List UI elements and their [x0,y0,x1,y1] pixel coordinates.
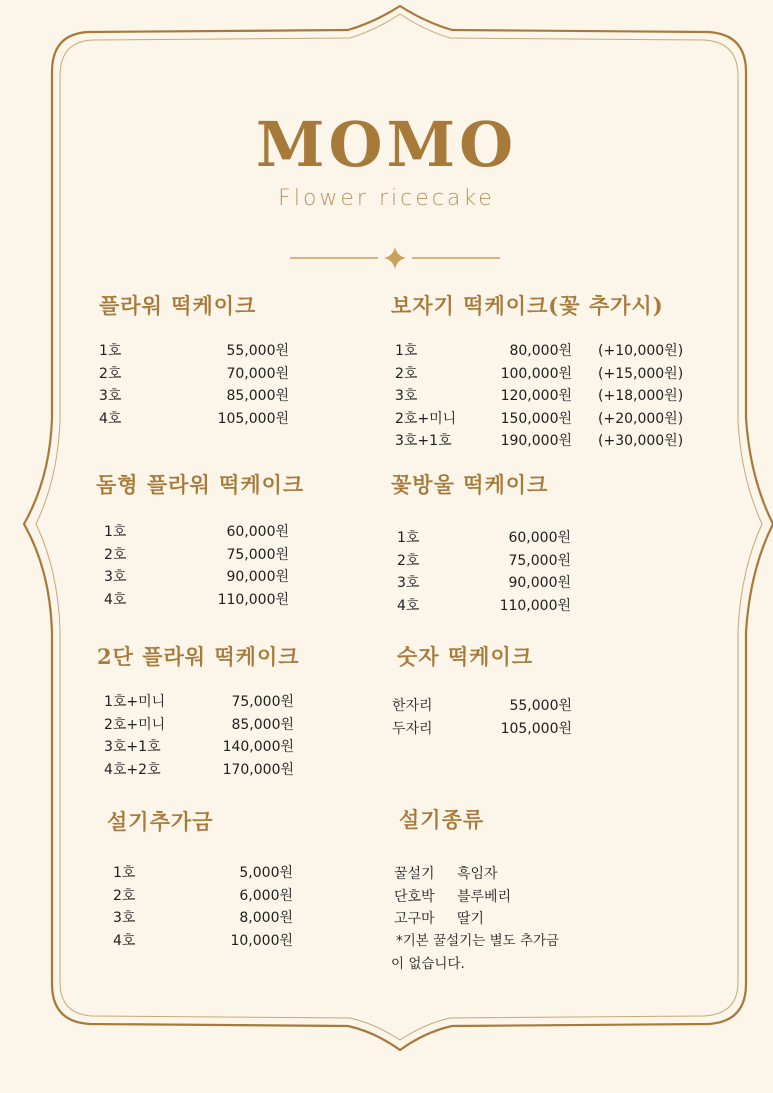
size-label: 3호 [397,575,420,591]
size-label: 2호 [395,365,418,382]
price-value: 75,000원 [231,694,294,710]
size-label: 한자리 [392,698,433,714]
price-value: 110,000원 [499,597,571,614]
seolgi-note-line1: *기본 꿀설기는 별도 추가금 [396,933,560,949]
size-label: 4호+2호 [104,761,161,778]
price-row [104,759,294,781]
size-label: 1호 [99,343,122,359]
price-value: 8,000원 [239,910,293,926]
price-value: 105,000원 [217,410,289,427]
size-label: 1호 [395,343,418,359]
size-label: 3호+1호 [104,739,161,755]
price-row [104,589,289,611]
price-value: 150,000원 [500,410,572,427]
price-value: 80,000원 [509,343,572,359]
price-row [395,408,698,430]
flower-extra-price: (+18,000원) [598,388,684,404]
price-value: 75,000원 [226,546,289,563]
seolgi-note-line2: 이 없습니다. [391,956,465,972]
size-label: 2호 [99,365,122,382]
price-value: 70,000원 [226,365,289,382]
size-label: 2호 [113,887,136,904]
seolgi-kind: 블루베리 [457,889,512,905]
price-row [104,521,289,543]
price-value: 170,000원 [222,761,294,778]
size-label: 4호 [113,932,136,949]
price-row [99,363,289,385]
size-label: 3호 [395,388,418,404]
size-label: 1호+미니 [104,694,166,710]
price-row [113,930,293,952]
size-label: 4호 [397,597,420,614]
flower-extra-price: (+10,000원) [598,343,684,359]
price-row [113,907,293,929]
size-label: 두자리 [392,721,433,737]
number-cake-title: 숫자 떡케이크 [397,644,534,669]
size-label: 1호 [397,530,420,546]
sparkle-icon [384,247,406,269]
price-value: 60,000원 [226,524,289,540]
size-label: 3호 [99,388,122,404]
price-value: 90,000원 [508,575,571,591]
price-row [395,340,698,362]
flower-extra-price: (+20,000원) [598,410,684,427]
price-value: 190,000원 [500,433,572,449]
flower-extra-price: (+30,000원) [598,433,684,449]
price-row [113,862,293,884]
price-row [104,714,294,736]
price-value: 140,000원 [222,739,294,755]
size-label: 2호+미니 [104,716,166,733]
price-row [104,736,294,758]
price-row [395,385,698,407]
price-row [99,340,289,362]
bojagi-cake-title: 보자기 떡케이크(꽃 추가시) [391,293,664,318]
price-value: 6,000원 [239,887,293,904]
seolgi-kind: 흑임자 [457,866,498,882]
size-label: 3호+1호 [395,433,452,449]
dome-cake-title: 돔형 플라워 떡케이크 [96,472,305,497]
bud-cake-title: 꽃방울 떡케이크 [391,472,549,497]
ornament-divider [290,246,500,270]
size-label: 3호 [113,910,136,926]
price-row [104,544,289,566]
size-label: 4호 [99,410,122,427]
price-value: 10,000원 [230,932,293,949]
price-value: 110,000원 [217,591,289,608]
price-value: 75,000원 [508,552,571,569]
price-value: 85,000원 [231,716,294,733]
brand-title: MOMO [255,108,518,181]
seolgi-kind: 고구마 [394,911,435,927]
price-row [395,363,698,385]
brand-subtitle: Flower ricecake [278,186,495,211]
price-value: 105,000원 [500,721,572,737]
size-label: 1호 [104,524,127,540]
price-row [99,385,289,407]
tier-cake-title: 2단 플라워 떡케이크 [97,644,300,669]
price-row [395,430,698,452]
price-row [99,408,289,430]
price-row [397,527,571,549]
price-value: 90,000원 [226,569,289,585]
flower-cake-title: 플라워 떡케이크 [99,293,257,318]
flower-extra-price: (+15,000원) [598,365,684,382]
price-row [397,550,571,572]
size-label: 1호 [113,865,136,881]
price-row [392,718,572,740]
size-label: 4호 [104,591,127,608]
seolgi-kinds-title: 설기종류 [399,807,485,832]
price-row [397,595,571,617]
seolgi-surcharge-title: 설기추가금 [107,809,214,834]
price-value: 55,000원 [226,343,289,359]
seolgi-kind: 단호박 [394,889,435,905]
price-row [104,566,289,588]
size-label: 2호 [397,552,420,569]
price-value: 55,000원 [509,698,572,714]
size-label: 3호 [104,569,127,585]
price-row [113,885,293,907]
price-row [392,695,572,717]
price-value: 120,000원 [500,388,572,404]
price-row [397,572,571,594]
seolgi-kind: 딸기 [457,911,485,927]
price-value: 100,000원 [500,365,572,382]
size-label: 2호+미니 [395,410,457,427]
price-row [104,691,294,713]
price-value: 85,000원 [226,388,289,404]
seolgi-kind: 꿀설기 [394,866,435,882]
price-value: 5,000원 [239,865,293,881]
price-value: 60,000원 [508,530,571,546]
size-label: 2호 [104,546,127,563]
